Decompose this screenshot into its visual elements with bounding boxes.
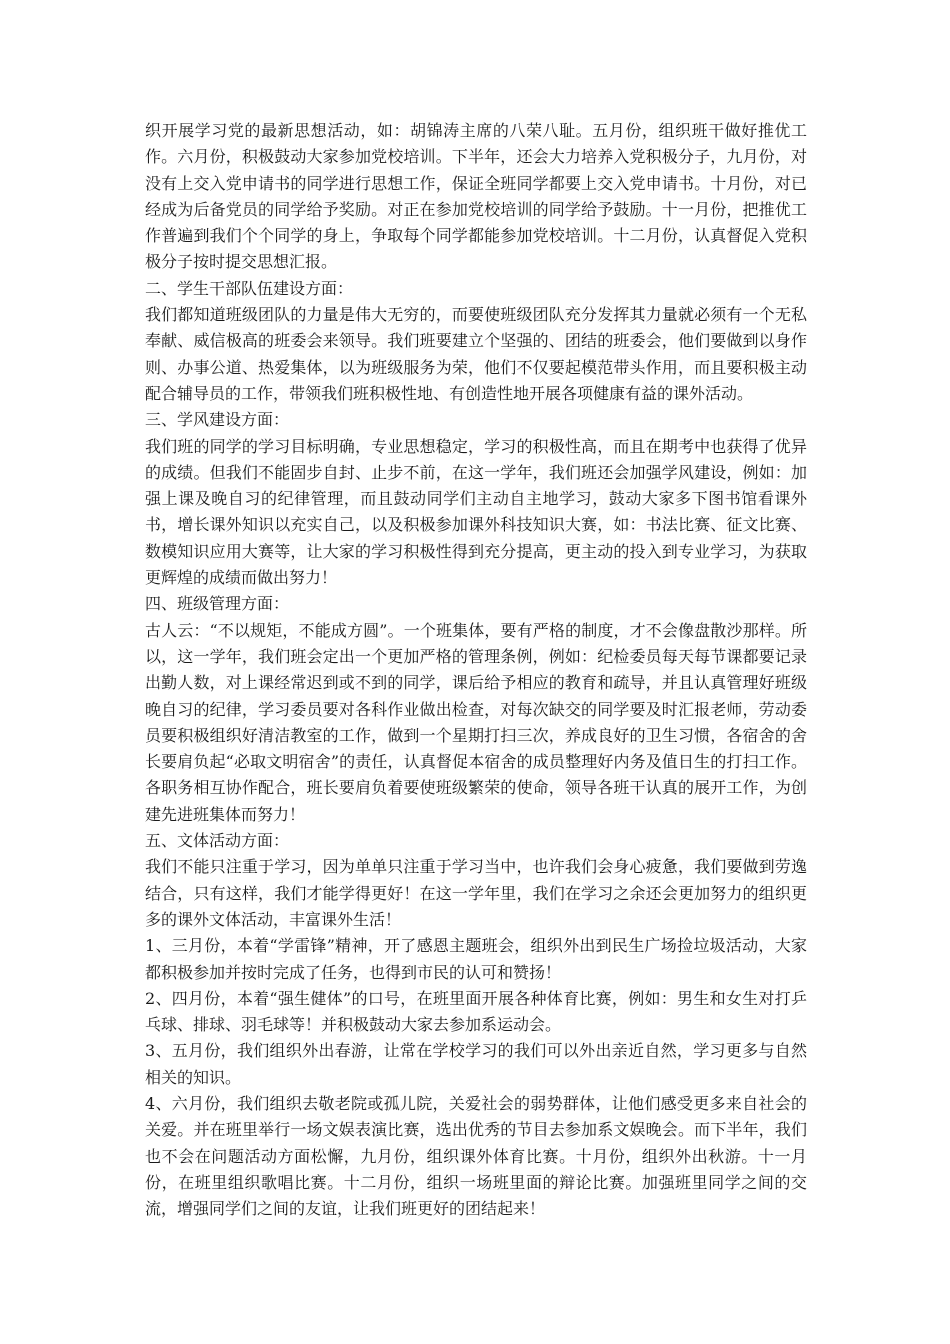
section-heading-cadre: 二、学生干部队伍建设方面： — [145, 278, 354, 298]
list-item-april: 2、四月份，本着“强生健体”的口号，在班里面开展各种体育比赛，例如：男生和女生对打乒乓球、排球、羽毛球等！并积极鼓动大家去参加系运动会。 — [145, 988, 807, 1035]
section-heading-study-style: 三、学风建设方面： — [145, 410, 290, 430]
paragraph-cadre: 我们都知道班级团队的力量是伟大无穷的，而要使班级团队充分发挥其力量就必须有一个无私奉献、威信极高的班委会来领导。我们班要建立个坚强的、团结的班委会，他们要做到以身作则、办事公道、热爱集体，以为班级服务为荣，他们不仅要起模范带头作用，而且要积极主动配合辅导员的工作，带领我们班积极性地、有创造性地开展各项健康有益的课外活动。 — [145, 305, 807, 403]
paragraph-activities-intro: 我们不能只注重于学习，因为单单只注重于学习当中，也许我们会身心疲惫，我们要做到劳逸结合，只有这样，我们才能学得更好！在这一学年里，我们在学习之余还会更加努力的组织更多的课外文体活动，丰富课外生活！ — [145, 857, 807, 929]
paragraph-party-activities: 织开展学习党的最新思想活动，如：胡锦涛主席的八荣八耻。五月份，组织班干做好推优工作。六月份，积极鼓动大家参加党校培训。下半年，还会大力培养入党积极分子，九月份，对没有上交入党申请书的同学进行思想工作，保证全班同学都要上交入党申请书。十月份，对已经成为后备党员的同学给予奖励。对正在参加党校培训的同学给予鼓励。十一月份，把推优工作普遍到我们个个同学的身上，争取每个同学都能参加党校培训。十二月份，认真督促入党积极分子按时提交思想汇报。 — [145, 121, 807, 272]
paragraph-study-style: 我们班的同学的学习目标明确，专业思想稳定，学习的积极性高，而且在期考中也获得了优异的成绩。但我们不能固步自封、止步不前，在这一学年，我们班还会加强学风建设，例如：加强上课及晚自习的纪律管理，而且鼓动同学们主动自主地学习，鼓动大家多下图书馆看课外书，增长课外知识以充实自己，以及积极参加课外科技知识大赛，如：书法比赛、征文比赛、数模知识应用大赛等，让大家的学习积极性得到充分提高，更主动的投入到专业学习，为获取更辉煌的成绩而做出努力！ — [145, 436, 807, 588]
paragraph-class-management: 古人云：“不以规矩，不能成方圆”。一个班集体，要有严格的制度，才不会像盘散沙那样。所以，这一学年，我们班会定出一个更加严格的管理条例，例如：纪检委员每天每节课都要记录出勤人数，对上课经常迟到或不到的同学，课后给予相应的教育和疏导，并且认真管理好班级晚自习的纪律，学习委员要对各科作业做出检查，对每次缺交的同学要及时汇报老师，劳动委员要积极组织好清洁教室的工作，做到一个星期打扫三次，养成良好的卫生习惯，各宿舍的舍长要肩负起“必取文明宿舍”的责任，认真督促本宿舍的成员整理好内务及值日生的打扫工作。各职务相互协作配合，班长要肩负着要使班级繁荣的使命，领导各班干认真的展开工作，为创建先进班集体而努力！ — [145, 620, 807, 824]
list-item-march: 1、三月份，本着“学雷锋”精神，开了感恩主题班会，组织外出到民生广场捡垃圾活动，大家都积极参加并按时完成了任务，也得到市民的认可和赞扬！ — [145, 936, 807, 982]
list-item-may: 3、五月份，我们组织外出春游，让常在学校学习的我们可以外出亲近自然，学习更多与自然相关的知识。 — [145, 1041, 807, 1087]
section-heading-class-management: 四、班级管理方面： — [145, 594, 290, 614]
section-heading-activities: 五、文体活动方面： — [145, 831, 290, 851]
document-body — [145, 118, 807, 1222]
list-item-june: 4、六月份，我们组织去敬老院或孤儿院，关爱社会的弱势群体，让他们感受更多来自社会的关爱。并在班里举行一场文娱表演比赛，选出优秀的节目去参加系文娱晚会。而下半年，我们也不会在问题活动方面松懈，九月份，组织课外体育比赛。十月份，组织外出秋游。十一月份，在班里组织歌唱比赛。十二月份，组织一场班里面的辩论比赛。加强班里同学之间的交流，增强同学们之间的友谊，让我们班更好的团结起来！ — [145, 1093, 807, 1219]
